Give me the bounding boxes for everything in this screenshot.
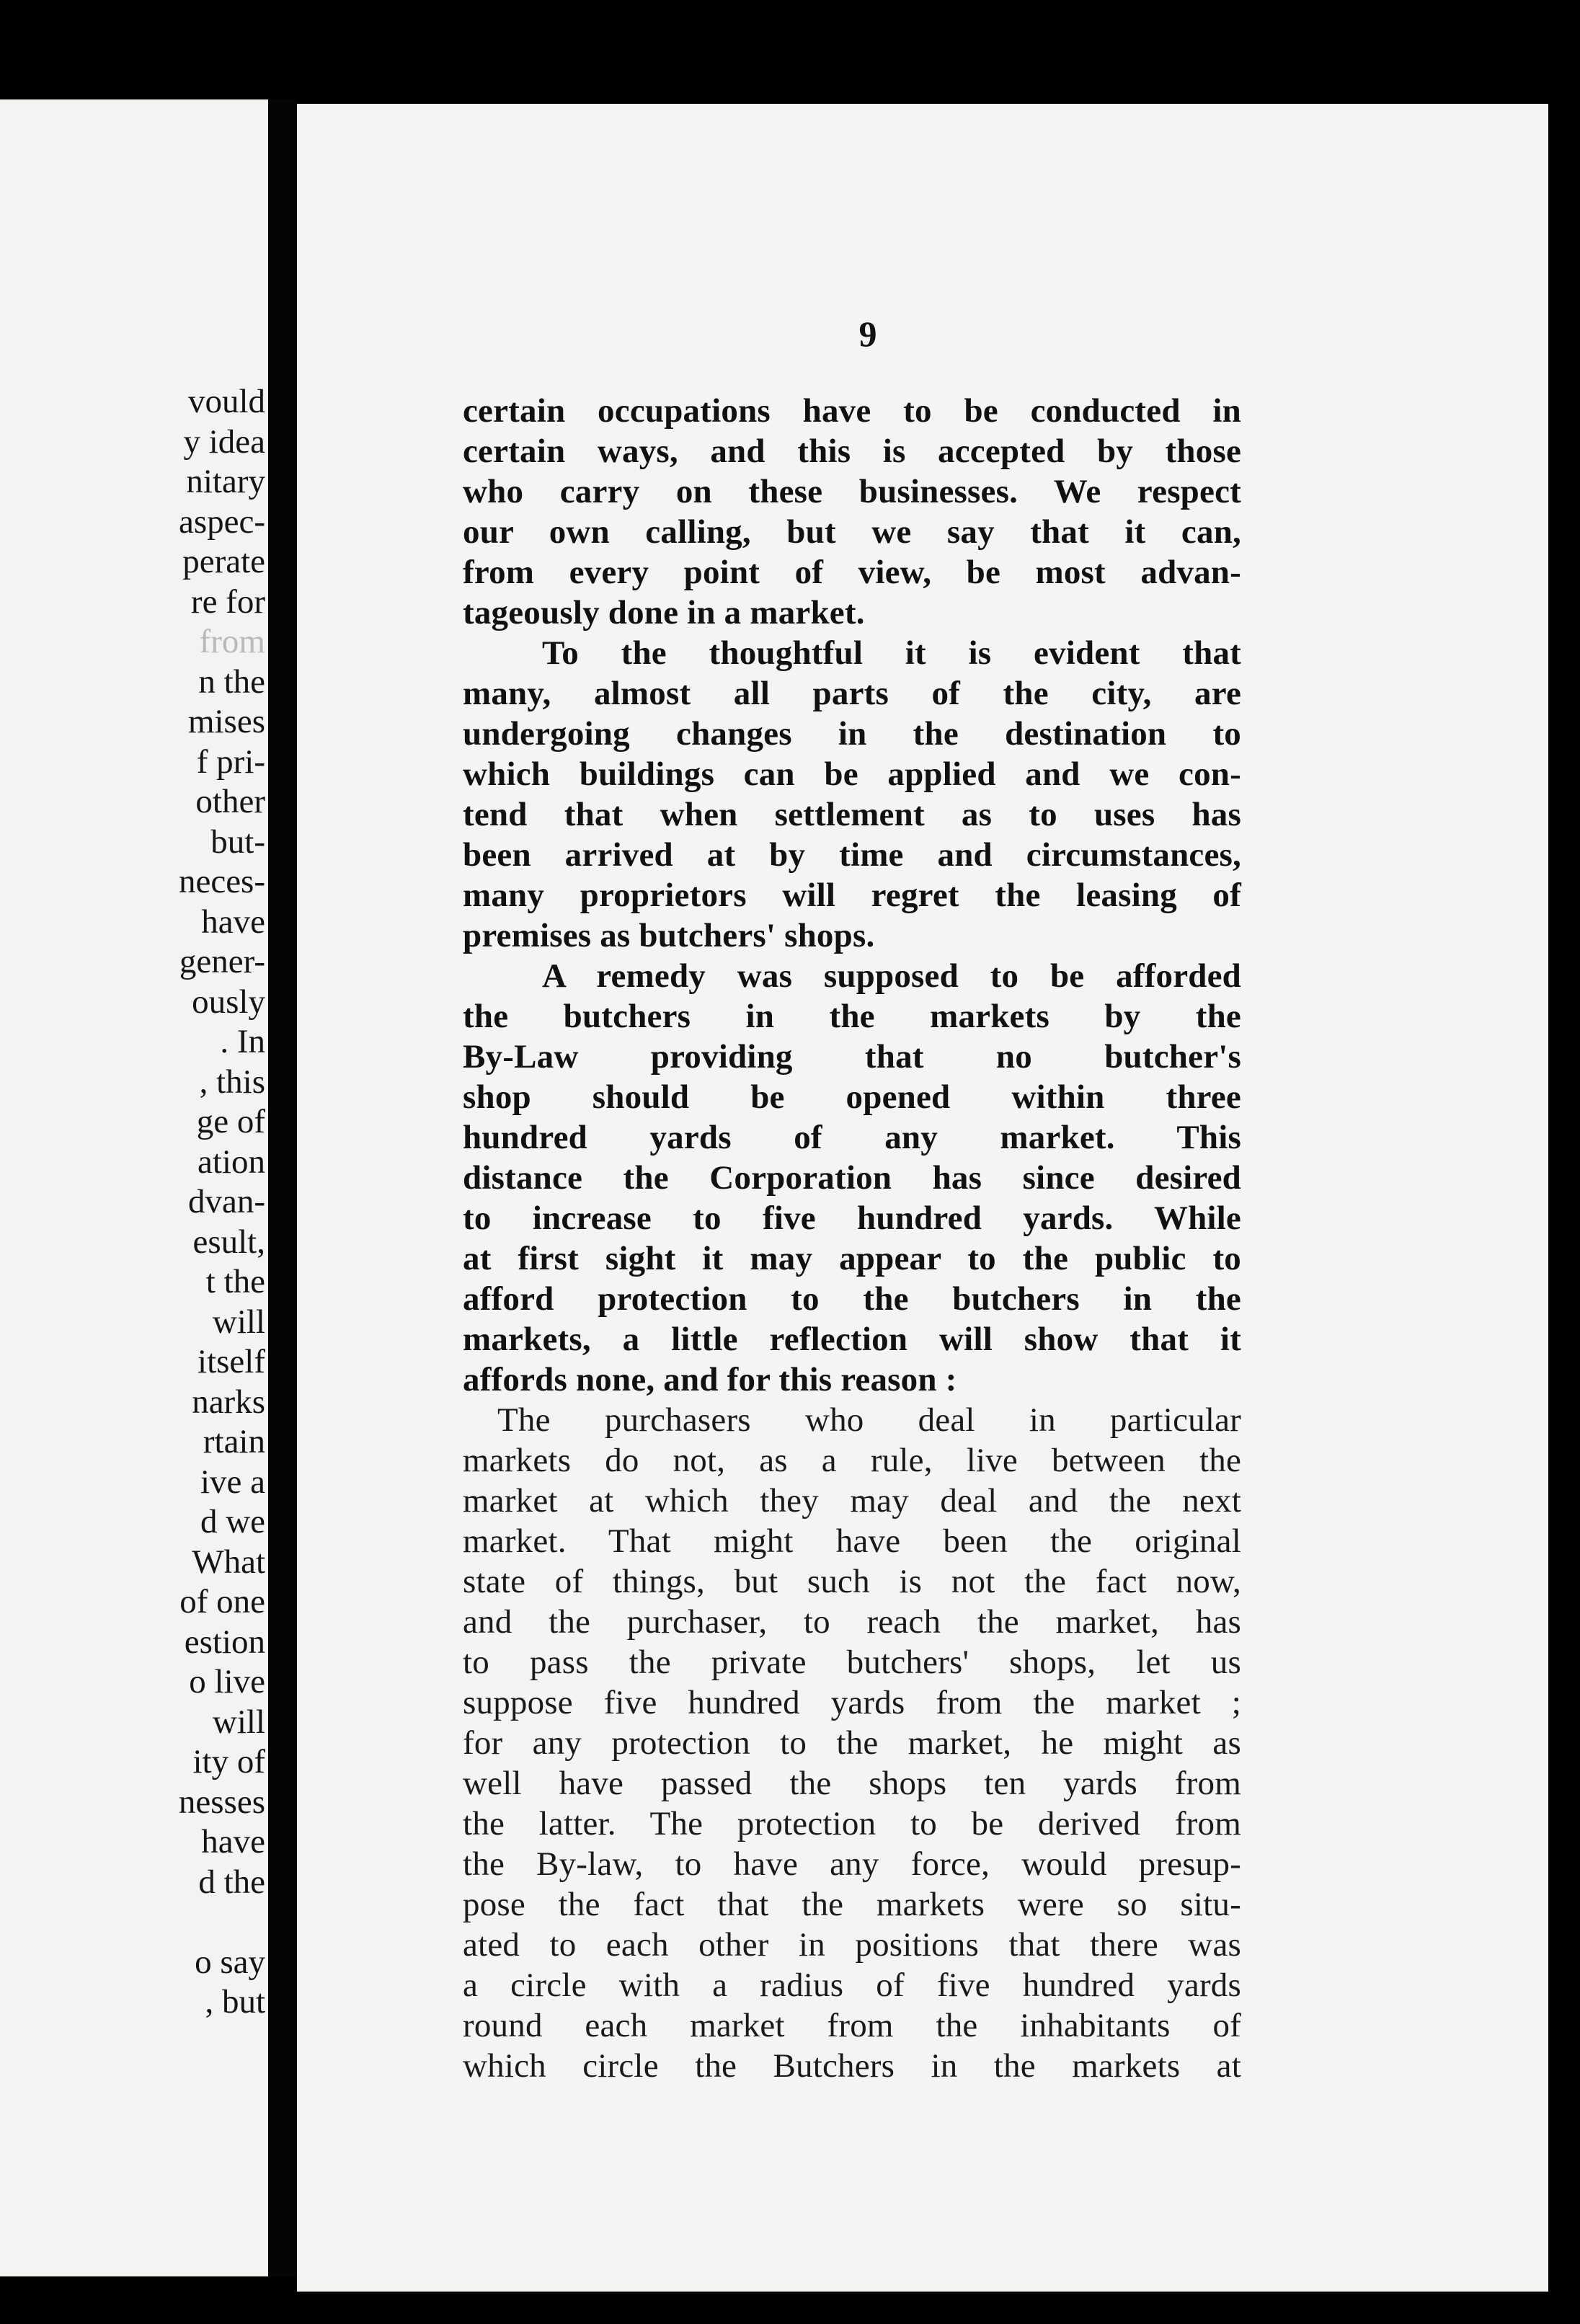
text-line: markets do not, as a rule, live between the: [463, 1442, 1241, 1479]
text-line: suppose five hundred yards from the market ;: [463, 1684, 1241, 1721]
text-line: pose the fact that the markets were so situ-: [463, 1886, 1241, 1923]
left-fragment-line: aspec-: [178, 502, 265, 541]
text-line: certain occupations have to be conducted in: [463, 392, 1241, 430]
text-line: many, almost all parts of the city, are: [463, 675, 1241, 712]
left-fragment-line: perate: [182, 543, 265, 580]
text-line: tageously done in a market.: [463, 594, 865, 631]
left-fragment-line: What: [192, 1543, 265, 1581]
text-line: shop should be opened within three: [463, 1078, 1241, 1116]
text-line: the latter. The protection to be derived from: [463, 1805, 1241, 1842]
text-line: premises as butchers' shops.: [463, 917, 875, 954]
text-line: To the thoughtful it is evident that: [542, 634, 1241, 672]
left-fragment-line: have: [201, 1823, 265, 1860]
left-fragment-line: d the: [198, 1863, 265, 1901]
left-fragment-line: y idea: [183, 422, 265, 461]
left-fragment-line: ive a: [200, 1463, 265, 1501]
text-line: market. That might have been the original: [463, 1522, 1241, 1560]
text-line: A remedy was supposed to be afforded: [542, 957, 1241, 995]
left-fragment-line: o say: [195, 1943, 265, 1981]
left-fragment-line: from: [199, 623, 265, 660]
text-line: and the purchaser, to reach the market, has: [463, 1603, 1241, 1641]
page-number: 9: [858, 314, 877, 354]
text-line: round each market from the inhabitants of: [463, 2007, 1241, 2044]
text-line: market at which they may deal and the next: [463, 1482, 1241, 1520]
left-fragment-line: re for: [190, 582, 265, 621]
left-fragment-line: rtain: [203, 1423, 265, 1460]
left-fragment-line: but-: [210, 822, 265, 861]
left-fragment-line: neces-: [178, 863, 265, 900]
text-line: which circle the Butchers in the markets at: [463, 2047, 1241, 2085]
text-line: markets, a little reflection will show that it: [463, 1321, 1241, 1358]
left-fragment-line: ity of: [192, 1743, 265, 1780]
text-line: which buildings can be applied and we con-: [463, 755, 1241, 793]
text-line: By-Law providing that no butcher's: [463, 1038, 1241, 1075]
left-fragment-line: n the: [198, 662, 265, 701]
left-fragment-line: gener-: [179, 943, 265, 980]
left-fragment-line: , but: [205, 1983, 265, 2021]
text-line: distance the Corporation has since desired: [463, 1159, 1241, 1197]
text-line: to increase to five hundred yards. While: [463, 1199, 1241, 1237]
left-fragment-line: f pri-: [196, 742, 265, 781]
text-line: well have passed the shops ten yards from: [463, 1765, 1241, 1802]
left-page-text: [0, 382, 265, 2023]
text-line: the butchers in the markets by the: [463, 998, 1241, 1035]
left-fragment-line: ously: [192, 983, 265, 1021]
text-line: to pass the private butchers' shops, let us: [463, 1644, 1241, 1681]
left-fragment-line: itself: [198, 1343, 265, 1380]
left-fragment-line: of one: [179, 1583, 265, 1620]
right-page: [297, 104, 1548, 2292]
left-fragment-line: [0, 1902, 265, 1943]
left-fragment-line: narks: [192, 1383, 265, 1421]
text-line: ated to each other in positions that there was: [463, 1926, 1241, 1964]
left-fragment-line: dvan-: [187, 1183, 265, 1220]
left-fragment-line: , this: [199, 1063, 265, 1101]
text-line: many proprietors will regret the leasing of: [463, 877, 1241, 914]
text-line: hundred yards of any market. This: [463, 1119, 1241, 1156]
left-fragment-line: ation: [198, 1143, 265, 1181]
left-fragment-line: other: [195, 783, 265, 820]
book-gutter: [268, 99, 297, 2276]
left-fragment-line: esult,: [192, 1223, 265, 1261]
text-line: a circle with a radius of five hundred yards: [463, 1966, 1241, 2004]
left-fragment-line: will: [212, 1703, 265, 1741]
left-fragment-line: t the: [205, 1263, 265, 1300]
left-fragment-line: vould: [187, 383, 265, 420]
left-fragment-line: . In: [220, 1023, 265, 1060]
left-fragment-line: will: [212, 1303, 265, 1341]
text-line: for any protection to the market, he might as: [463, 1724, 1241, 1762]
left-page-fragment: [0, 99, 268, 2276]
text-line: state of things, but such is not the fact now,: [463, 1563, 1241, 1600]
left-fragment-line: mises: [187, 703, 265, 740]
text-line: The purchasers who deal in particular: [497, 1401, 1241, 1439]
body-text: [463, 391, 1241, 2086]
text-line: who carry on these businesses. We respect: [463, 473, 1241, 510]
text-line: tend that when settlement as to uses has: [463, 796, 1241, 833]
left-fragment-line: ge of: [196, 1103, 265, 1140]
text-line: undergoing changes in the destination to: [463, 715, 1241, 753]
left-fragment-line: estion: [184, 1623, 265, 1661]
left-fragment-line: o live: [189, 1663, 265, 1700]
left-fragment-line: nesses: [178, 1783, 265, 1821]
left-fragment-line: nitary: [186, 463, 265, 500]
text-line: our own calling, but we say that it can,: [463, 513, 1241, 551]
left-fragment-line: d we: [200, 1503, 265, 1540]
text-line: at first sight it may appear to the public to: [463, 1240, 1241, 1277]
text-line: certain ways, and this is accepted by those: [463, 433, 1241, 470]
text-line: the By-law, to have any force, would presup-: [463, 1845, 1241, 1883]
text-line: from every point of view, be most advan-: [463, 554, 1241, 591]
text-line: affords none, and for this reason :: [463, 1361, 957, 1398]
text-line: been arrived at by time and circumstances,: [463, 836, 1241, 874]
text-line: afford protection to the butchers in the: [463, 1280, 1241, 1318]
left-fragment-line: have: [201, 902, 265, 941]
